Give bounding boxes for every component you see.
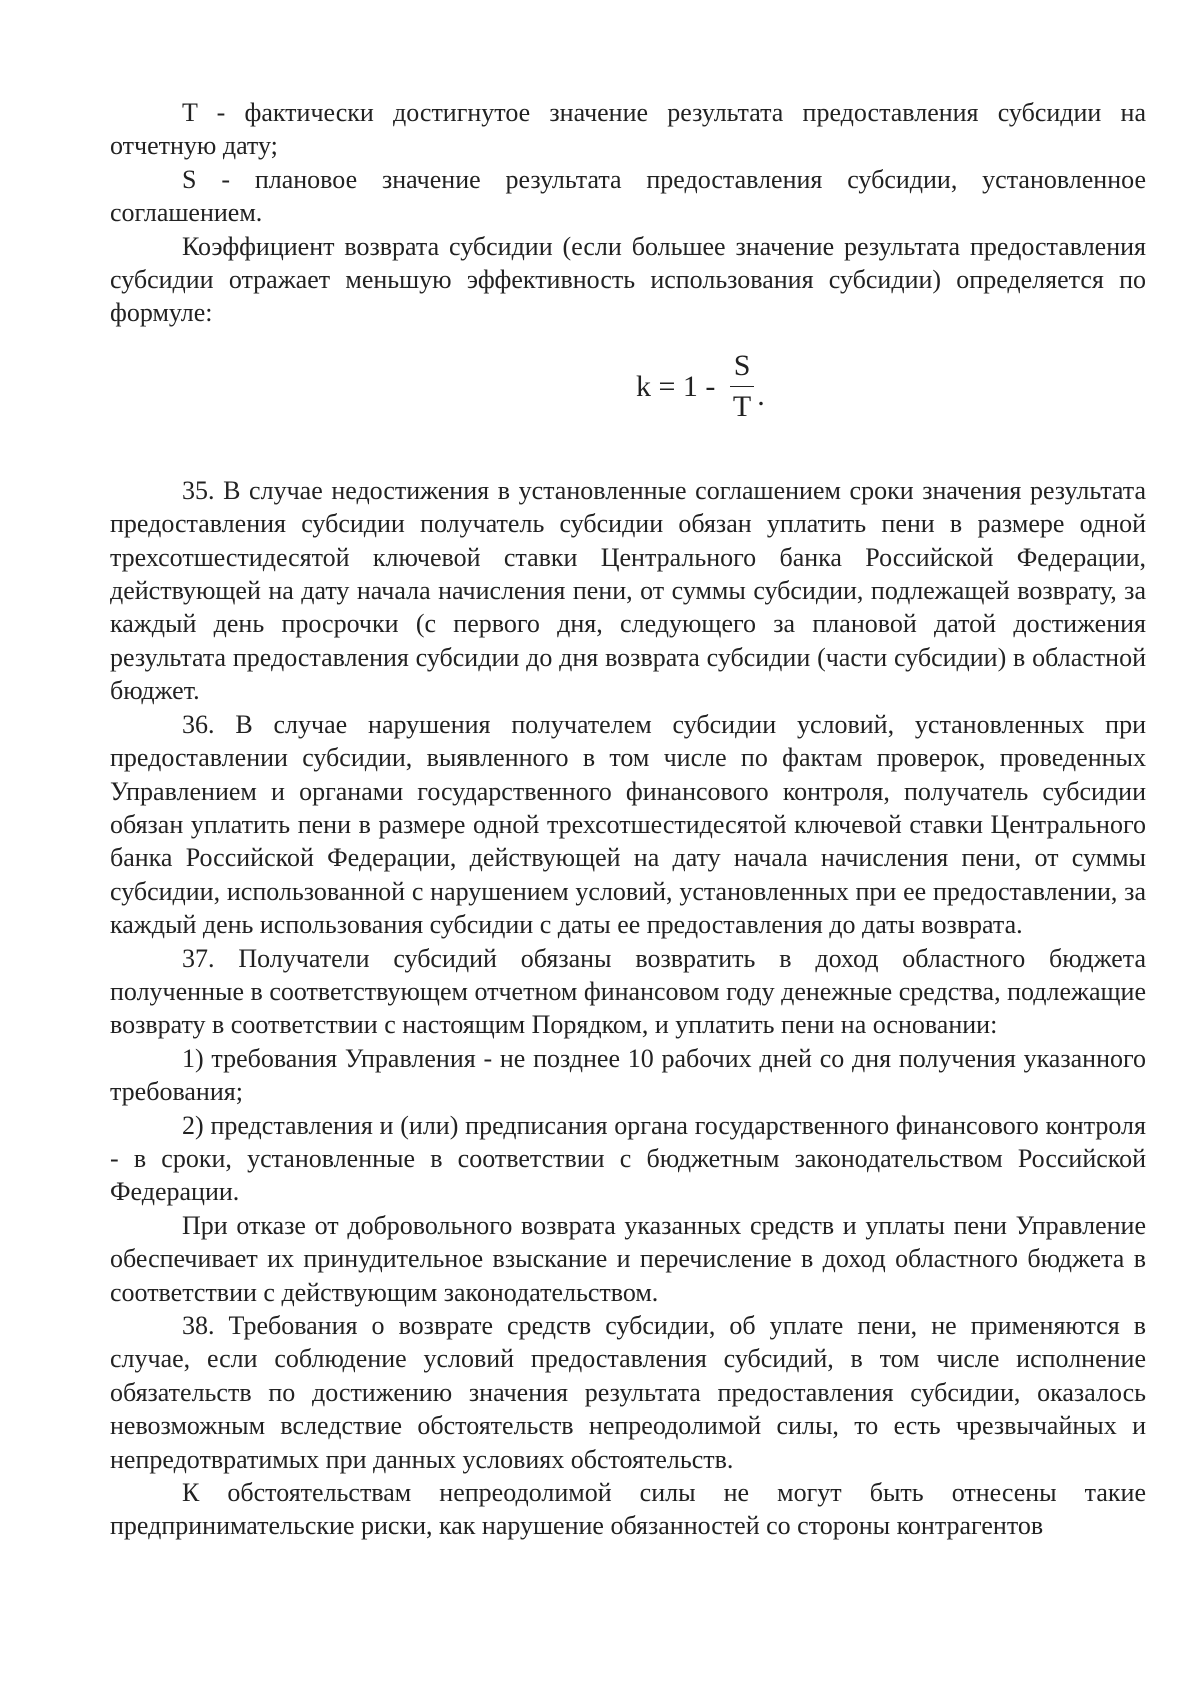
- paragraph-refusal: При отказе от добровольного возврата указанных средств и уплаты пени Управление обеспечивает их принудительное взыскание и перечисление в доход областного бюджета в соответствии с действующим законодательством.: [110, 1210, 1146, 1307]
- formula-block: [110, 340, 1146, 444]
- formula-denominator: T: [732, 389, 752, 423]
- paragraph-37-item-2: 2) представления и (или) предписания органа государственного финансового контроля - в сроки, установленные в соответствии с бюджетным законодательством Российской Федерации.: [110, 1110, 1146, 1207]
- paragraph-38: 38. Требования о возврате средств субсидии, об уплате пени, не применяются в случае, если соблюдение условий предоставления субсидий, в том числе исполнение обязательств по достижению значения результата предоставления субсидии, оказалось невозможным вследствие обстоятельств непреодолимой силы, то есть чрезвычайных и непредотвратимых при данных условиях обстоятельств.: [110, 1311, 1146, 1474]
- formula-numerator: S: [730, 346, 755, 387]
- paragraph-37-item-1: 1) требования Управления - не позднее 10 рабочих дней со дня получения указанного требования;: [110, 1043, 1146, 1107]
- paragraph-coefficient-intro: Коэффициент возврата субсидии (если большее значение результата предоставления субсидии отражает меньшую эффективность использования субсидии) определяется по формуле:: [110, 231, 1146, 328]
- paragraph-s-definition: S - плановое значение результата предоставления субсидии, установленное соглашением.: [110, 164, 1146, 228]
- paragraph-36: 36. В случае нарушения получателем субсидии условий, установленных при предоставлении субсидии, выявленного в том числе по фактам проверок, проведенных Управлением и органами государственного финансового контроля, получатель субсидии обязан уплатить пени в размере одной трехсотшестидесятой ключевой ставки Центрального банка Российской Федерации, действующей на дату начала начисления пени, от суммы субсидии, использованной с нарушением условий, установленных при ее предоставлении, за каждый день использования субсидии с даты ее предоставления до даты возврата.: [110, 709, 1146, 940]
- formula-lhs: k = 1 -: [636, 369, 723, 403]
- formula-period: .: [757, 378, 765, 412]
- formula: [636, 346, 765, 427]
- paragraph-force-majeure: К обстоятельствам непреодолимой силы не могут быть отнесены такие предпринимательские риски, как нарушение обязанностей со стороны контрагентов: [110, 1478, 1146, 1541]
- paragraph-t-definition: T - фактически достигнутое значение результата предоставления субсидии на отчетную дату;: [110, 98, 1146, 161]
- formula-fraction: [729, 346, 755, 427]
- document-page: [110, 96, 1146, 1543]
- paragraph-35: 35. В случае недостижения в установленные соглашением сроки значения результата предоставления субсидии получатель субсидии обязан уплатить пени в размере одной трехсотшестидесятой ключевой ставки Центрального банка Российской Федерации, действующей на дату начала начисления пени, от суммы субсидии, подлежащей возврату, за каждый день просрочки (с первого дня, следующего за плановой датой достижения результата предоставления субсидии до дня возврата субсидии (части субсидии) в областной бюджет.: [110, 475, 1146, 706]
- paragraph-37: 37. Получатели субсидий обязаны возвратить в доход областного бюджета полученные в соответствующем отчетном финансовом году денежные средства, подлежащие возврату в соответствии с настоящим Порядком, и уплатить пени на основании:: [110, 943, 1146, 1040]
